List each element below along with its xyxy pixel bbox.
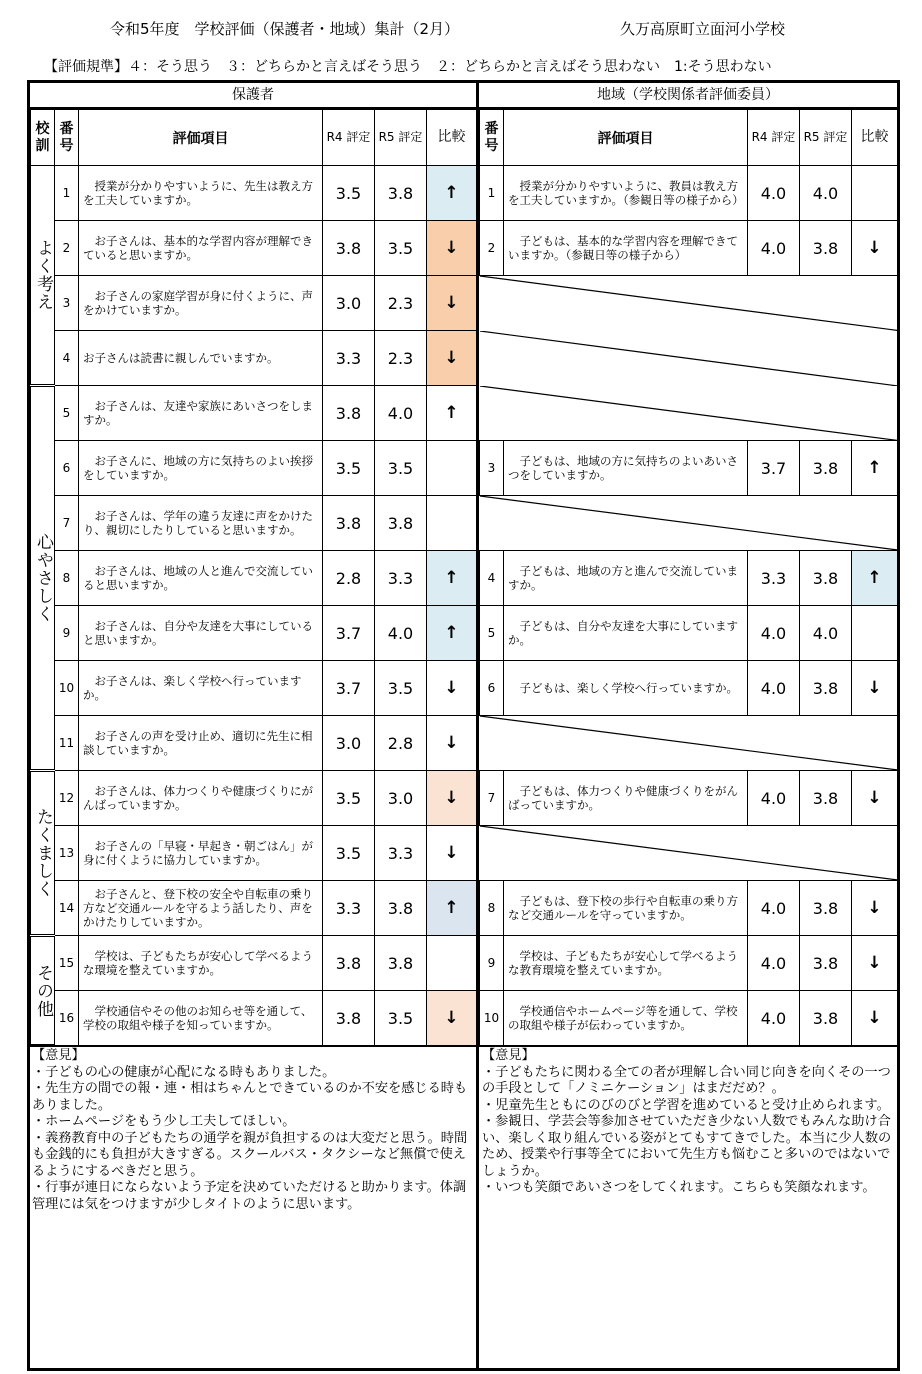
compare-arrow: ↑ — [852, 441, 898, 496]
opinion-title: 【意見】 — [32, 1048, 85, 1063]
empty-slash-cell — [480, 331, 898, 386]
parents-row — [31, 606, 477, 661]
r4-score: 3.8 — [323, 386, 375, 441]
compare-arrow: ↓ — [852, 991, 898, 1046]
r4-score: 3.3 — [748, 551, 800, 606]
col-num: 番号 — [55, 110, 79, 166]
evaluation-item: お子さんは、楽しく学校へ行っていますか。 — [79, 661, 323, 716]
community-row-empty — [480, 386, 898, 441]
compare-arrow: ↓ — [852, 936, 898, 991]
r5-score: 3.3 — [375, 551, 427, 606]
community-row-empty — [480, 276, 898, 331]
community-row — [480, 441, 898, 496]
parents-section-title: 保護者 — [232, 87, 274, 103]
compare-arrow — [427, 441, 477, 496]
r5-score: 4.0 — [375, 606, 427, 661]
evaluation-legend: 【評価規準】４：そう思う ３：どちらかと言えばそう思う ２：どちらかと言えばそう思わない 1:そう思わない — [44, 59, 772, 75]
compare-arrow: ↑ — [427, 551, 477, 606]
row-number: 9 — [480, 936, 504, 991]
r4-score: 3.7 — [323, 661, 375, 716]
r4-score: 2.8 — [323, 551, 375, 606]
r4-score: 4.0 — [748, 606, 800, 661]
compare-arrow: ↑ — [427, 606, 477, 661]
r4-score: 3.5 — [323, 826, 375, 881]
r5-score: 3.8 — [375, 936, 427, 991]
row-number: 2 — [55, 221, 79, 276]
compare-arrow: ↓ — [852, 771, 898, 826]
r4-score: 3.8 — [323, 221, 375, 276]
r5-score: 3.8 — [800, 661, 852, 716]
r4-score: 3.5 — [323, 441, 375, 496]
compare-arrow: ↓ — [427, 331, 477, 386]
evaluation-item: 学校通信やその他のお知らせ等を通して、学校の取組や様子を知っていますか。 — [79, 991, 323, 1046]
row-number: 6 — [55, 441, 79, 496]
compare-arrow: ↓ — [427, 716, 477, 771]
parents-row — [31, 331, 477, 386]
r5-score: 3.0 — [375, 771, 427, 826]
evaluation-item: お子さんの「早寝・早起き・朝ごはん」が身に付くように協力していますか。 — [79, 826, 323, 881]
r5-score: 3.8 — [800, 881, 852, 936]
r5-score: 3.5 — [375, 991, 427, 1046]
parents-row — [31, 386, 477, 441]
col-item: 評価項目 — [504, 110, 748, 166]
compare-arrow — [852, 606, 898, 661]
col-r4: R4 評定 — [748, 110, 800, 166]
r4-score: 4.0 — [748, 936, 800, 991]
r5-score: 4.0 — [375, 386, 427, 441]
row-number: 4 — [480, 551, 504, 606]
r4-score: 3.5 — [323, 771, 375, 826]
evaluation-item: お子さんは、地域の人と進んで交流していると思いますか。 — [79, 551, 323, 606]
r5-score: 2.3 — [375, 331, 427, 386]
col-r5: R5 評定 — [375, 110, 427, 166]
empty-slash-cell — [480, 276, 898, 331]
r4-score: 3.8 — [323, 991, 375, 1046]
r4-score: 3.0 — [323, 716, 375, 771]
r5-score: 2.8 — [375, 716, 427, 771]
compare-arrow: ↓ — [852, 661, 898, 716]
evaluation-item: 授業が分かりやすいように、教員は教え方を工夫していますか。（参観日等の様子から） — [504, 166, 748, 221]
row-number: 3 — [55, 276, 79, 331]
parents-row — [31, 716, 477, 771]
compare-arrow: ↓ — [427, 991, 477, 1046]
r5-score: 2.3 — [375, 276, 427, 331]
opinion-text: ・いつも笑顔であいさつをしてくれます。こちらも笑顔なれます。 — [482, 1180, 876, 1195]
r5-score: 3.8 — [375, 166, 427, 221]
opinion-text: ・子どもたちに関わる全ての者が理解し合い同じ向きを向くその一つの手段として「ノミニケーション」はまだだめ？。 — [482, 1064, 891, 1096]
row-number: 4 — [55, 331, 79, 386]
evaluation-item: 学校は、子どもたちが安心して学べるような教育環境を整えていますか。 — [504, 936, 748, 991]
col-item: 評価項目 — [79, 110, 323, 166]
compare-arrow: ↑ — [427, 881, 477, 936]
col-compare: 比較 — [427, 110, 477, 166]
kyokun-label: よく考え — [31, 166, 55, 386]
r5-score: 3.8 — [375, 881, 427, 936]
evaluation-item: 子どもは、登下校の歩行や自転車の乗り方など交通ルールを守っていますか。 — [504, 881, 748, 936]
r5-score: 3.8 — [375, 496, 427, 551]
r5-score: 3.8 — [800, 771, 852, 826]
evaluation-item: お子さんは、友達や家族にあいさつをしますか。 — [79, 386, 323, 441]
row-number: 2 — [480, 221, 504, 276]
evaluation-item: 学校通信やホームページ等を通して、学校の取組や様子が伝わっていますか。 — [504, 991, 748, 1046]
community-row — [480, 991, 898, 1046]
parents-row — [31, 771, 477, 826]
opinion-text: ・義務教育中の子どもたちの通学を親が負担するのは大変だと思う。時間も金銭的にも負担が大きすぎる。スクールバス・タクシーなど無償で使えるようにするべきだと思う。 — [32, 1130, 468, 1179]
col-kyokun: 校訓 — [31, 110, 55, 166]
opinion-text: ・児童先生ともにのびのびと学習を進めていると受け止められます。 — [482, 1097, 890, 1113]
evaluation-item: お子さんは、学年の違う友達に声をかけたり、親切にしたりしていると思いますか。 — [79, 496, 323, 551]
col-num: 番号 — [480, 110, 504, 166]
r4-score: 3.8 — [323, 496, 375, 551]
parents-row — [31, 221, 477, 276]
opinion-text: ・行事が連日にならないよう予定を決めていただけると助かります。体調管理には気をつけますが少しタイトのように思います。 — [32, 1180, 467, 1212]
r4-score: 3.7 — [748, 441, 800, 496]
r5-score: 3.5 — [375, 221, 427, 276]
compare-arrow: ↑ — [852, 551, 898, 606]
col-r4: R4 評定 — [323, 110, 375, 166]
community-table — [479, 109, 898, 1046]
community-row — [480, 771, 898, 826]
parents-row — [31, 826, 477, 881]
row-number: 5 — [55, 386, 79, 441]
r4-score: 3.3 — [323, 331, 375, 386]
parents-row — [31, 441, 477, 496]
parents-row — [31, 166, 477, 221]
row-number: 6 — [480, 661, 504, 716]
r5-score: 3.3 — [375, 826, 427, 881]
parents-header-row — [31, 110, 477, 166]
compare-arrow: ↓ — [427, 221, 477, 276]
row-number: 14 — [55, 881, 79, 936]
community-row — [480, 881, 898, 936]
row-number: 3 — [480, 441, 504, 496]
diagonal-line — [480, 276, 898, 331]
evaluation-item: お子さんは、自分や友達を大事にしていると思いますか。 — [79, 606, 323, 661]
evaluation-item: 学校は、子どもたちが安心して学べるような環境を整えていますか。 — [79, 936, 323, 991]
opinion-title: 【意見】 — [482, 1048, 535, 1063]
parents-row — [31, 991, 477, 1046]
community-row — [480, 661, 898, 716]
parents-opinions — [32, 1048, 472, 1213]
parents-row — [31, 276, 477, 331]
evaluation-item: 子どもは、体力つくりや健康づくりをがんばっていますか。 — [504, 771, 748, 826]
parents-row — [31, 551, 477, 606]
opinion-text: ・先生方の間での報・連・相はちゃんとできているのか不安を感じる時もありました。 — [32, 1081, 468, 1113]
evaluation-item: 授業が分かりやすいように、先生は教え方を工夫していますか。 — [79, 166, 323, 221]
community-row — [480, 606, 898, 661]
community-row-empty — [480, 331, 898, 386]
compare-arrow: ↑ — [427, 166, 477, 221]
r4-score: 4.0 — [748, 991, 800, 1046]
r5-score: 4.0 — [800, 166, 852, 221]
row-number: 15 — [55, 936, 79, 991]
compare-arrow: ↓ — [852, 881, 898, 936]
community-row — [480, 166, 898, 221]
compare-arrow — [427, 496, 477, 551]
diagonal-line — [480, 331, 898, 386]
r5-score: 3.8 — [800, 441, 852, 496]
evaluation-item: 子どもは、自分や友達を大事にしていますか。 — [504, 606, 748, 661]
diagonal-line — [480, 826, 898, 880]
parents-row — [31, 881, 477, 936]
row-number: 10 — [55, 661, 79, 716]
community-row — [480, 221, 898, 276]
row-number: 12 — [55, 771, 79, 826]
row-number: 9 — [55, 606, 79, 661]
row-number: 1 — [480, 166, 504, 221]
diagonal-line — [480, 496, 898, 550]
opinion-text: ・ホームページをもう少し工夫してほしい。 — [32, 1114, 296, 1129]
kyokun-label: 心やさしく — [31, 386, 55, 771]
col-compare: 比較 — [852, 110, 898, 166]
empty-slash-cell — [480, 386, 898, 441]
r5-score: 3.8 — [800, 221, 852, 276]
evaluation-item: 子どもは、地域の方と進んで交流していますか。 — [504, 551, 748, 606]
empty-slash-cell — [480, 716, 898, 771]
r4-score: 4.0 — [748, 771, 800, 826]
r4-score: 4.0 — [748, 881, 800, 936]
diagonal-line — [480, 716, 898, 770]
evaluation-item: お子さんは、体力つくりや健康づくりにがんばっていますか。 — [79, 771, 323, 826]
compare-arrow — [427, 936, 477, 991]
evaluation-item: 子どもは、楽しく学校へ行っていますか。 — [504, 661, 748, 716]
r4-score: 3.5 — [323, 166, 375, 221]
compare-arrow: ↓ — [852, 221, 898, 276]
community-row-empty — [480, 496, 898, 551]
parents-row — [31, 496, 477, 551]
evaluation-item: お子さんは読書に親しんでいますか。 — [79, 331, 323, 386]
r5-score: 3.5 — [375, 441, 427, 496]
r4-score: 4.0 — [748, 166, 800, 221]
row-number: 7 — [480, 771, 504, 826]
opinion-divider — [30, 1045, 897, 1047]
compare-arrow — [852, 166, 898, 221]
community-section-title: 地域（学校関係者評価委員） — [597, 87, 779, 103]
compare-arrow: ↓ — [427, 661, 477, 716]
row-number: 1 — [55, 166, 79, 221]
diagonal-line — [480, 386, 898, 441]
r4-score: 4.0 — [748, 661, 800, 716]
row-number: 16 — [55, 991, 79, 1046]
parents-row — [31, 936, 477, 991]
r4-score: 3.8 — [323, 936, 375, 991]
evaluation-item: お子さんと、登下校の安全や自転車の乗り方など交通ルールを守るよう話したり、声をかけたりしていますか。 — [79, 881, 323, 936]
parents-row — [31, 661, 477, 716]
community-row-empty — [480, 716, 898, 771]
r5-score: 3.8 — [800, 936, 852, 991]
evaluation-item: お子さんの声を受け止め、適切に先生に相談していますか。 — [79, 716, 323, 771]
row-number: 11 — [55, 716, 79, 771]
compare-arrow: ↓ — [427, 276, 477, 331]
kyokun-label: その他 — [31, 936, 55, 1046]
evaluation-item: 子どもは、基本的な学習内容を理解できていますか。（参観日等の様子から） — [504, 221, 748, 276]
row-number: 7 — [55, 496, 79, 551]
evaluation-item: お子さんに、地域の方に気持ちのよい挨拶をしていますか。 — [79, 441, 323, 496]
r5-score: 3.8 — [800, 991, 852, 1046]
school-name: 久万高原町立面河小学校 — [620, 20, 786, 38]
row-number: 5 — [480, 606, 504, 661]
r4-score: 3.0 — [323, 276, 375, 331]
empty-slash-cell — [480, 496, 898, 551]
row-number: 8 — [480, 881, 504, 936]
col-r5: R5 評定 — [800, 110, 852, 166]
row-number: 8 — [55, 551, 79, 606]
row-number: 13 — [55, 826, 79, 881]
community-row-empty — [480, 826, 898, 881]
row-number: 10 — [480, 991, 504, 1046]
r5-score: 4.0 — [800, 606, 852, 661]
document-title — [0, 18, 922, 42]
community-row — [480, 551, 898, 606]
r4-score: 3.7 — [323, 606, 375, 661]
evaluation-item: お子さんの家庭学習が身に付くように、声をかけていますか。 — [79, 276, 323, 331]
community-row — [480, 936, 898, 991]
r4-score: 3.3 — [323, 881, 375, 936]
compare-arrow: ↑ — [427, 386, 477, 441]
r5-score: 3.8 — [800, 551, 852, 606]
opinion-text: ・参観日、学芸会等参加させていただき少ない人数でもみんな助け合い、楽しく取り組んでいる姿がとてもすてきでした。本当に少人数のため、授業や行事等全てにおいて先生方も悩むこと多いのではないでしょうか。 — [482, 1114, 892, 1179]
kyokun-label: たくましく — [31, 771, 55, 936]
title-text: 令和5年度 学校評価（保護者・地域）集計（2月） — [110, 20, 460, 38]
r4-score: 4.0 — [748, 221, 800, 276]
opinion-text: ・子どもの心の健康が心配になる時もありました。 — [32, 1064, 336, 1080]
parents-table — [30, 109, 477, 1047]
r5-score: 3.5 — [375, 661, 427, 716]
compare-arrow: ↓ — [427, 826, 477, 881]
community-header-row — [480, 110, 898, 166]
evaluation-item: 子どもは、地域の方に気持ちのよいあいさつをしていますか。 — [504, 441, 748, 496]
compare-arrow: ↓ — [427, 771, 477, 826]
community-opinions — [482, 1048, 894, 1197]
evaluation-item: お子さんは、基本的な学習内容が理解できていると思いますか。 — [79, 221, 323, 276]
empty-slash-cell — [480, 826, 898, 881]
